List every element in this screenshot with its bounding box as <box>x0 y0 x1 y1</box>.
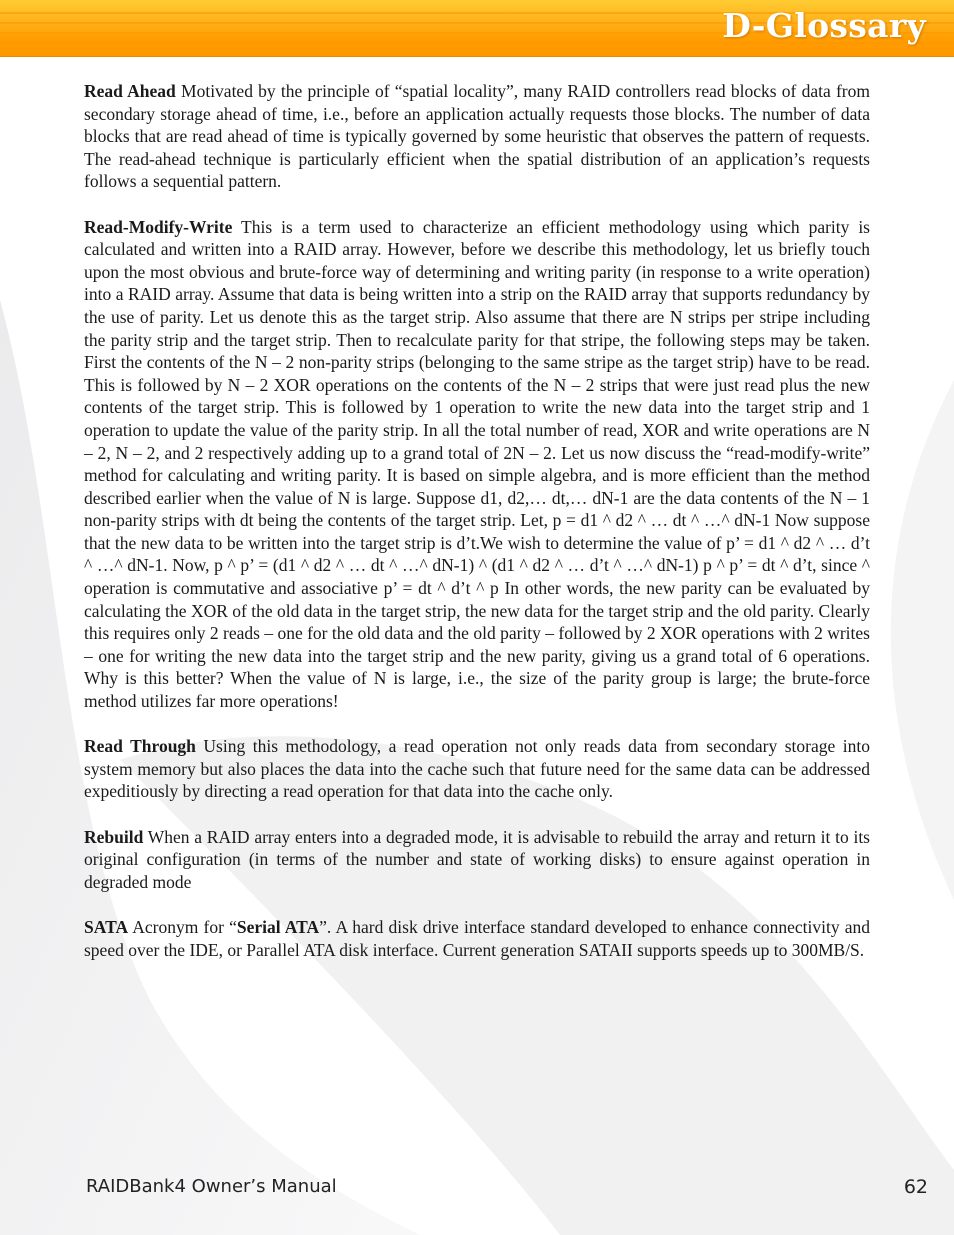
glossary-definition: Motivated by the principle of “spatial locality”, many RAID controllers read blocks of data from secondary storage ahead of time, i.e., before an application actually requests those blocks. The number of data blocks that are read ahead of time is typically governed by some heuristic that observes the pattern of requests. The read-ahead technique is particularly efficient when the spatial distribution of an application’s requests follows a sequential pattern. <box>84 81 870 192</box>
glossary-term: SATA <box>84 916 129 937</box>
glossary-content <box>84 80 870 984</box>
glossary-definition-cont: ”. A hard disk drive interface standard developed to enhance connectivity and speed over the IDE, or Parallel ATA disk interface. Current generation SATAII supports speeds up to 300MB/S. <box>84 916 870 960</box>
glossary-definition: When a RAID array enters into a degraded mode, it is advisable to rebuild the array and return it to its original configuration (in terms of the number and state of working disks) to ensure against operation in degraded mode <box>84 826 870 892</box>
glossary-definition: Acronym for “ <box>128 916 237 937</box>
footer-manual-title: RAIDBank4 Owner’s Manual <box>86 1176 337 1197</box>
page-number: 62 <box>903 1176 928 1198</box>
glossary-entry-read-through <box>84 735 870 803</box>
glossary-definition: Using this methodology, a read operation not only reads data from secondary storage into system memory but also places the data into the cache such that future need for the same data can be addressed expeditiously by directing a read operation for that data into the cache only. <box>84 736 870 802</box>
glossary-entry-read-modify-write <box>84 216 870 713</box>
glossary-definition: This is a term used to characterize an efficient methodology using which parity is calculated and written into a RAID array. However, before we describe this methodology, let us briefly touch upon the most obvious and brute-force way of determining and writing parity (in response to a write operation) into a RAID array. Assume that data is being written into a strip on the RAID array that supports redundancy by the use of parity. Let us denote this as the target strip. Also assume that there are N strips per stripe including the parity strip and the target strip. Then to recalculate parity for that stripe, the following steps may be taken. First the contents of the N – 2 non-parity strips (belonging to the same stripe as the target strip) have to be read. This is followed by N – 2 XOR operations on the contents of the N – 2 strips that were just read plus the new contents of the target strip. This is followed by 1 operation to write the new data into the target strip and 1 operation to update the value of the parity strip. In all the total number of read, XOR and write operations are N – 2, N – 2, and 2 respectively adding up to a grand total of 2N – 2. Let us now discuss the “read-modify-write” method for calculating and writing parity. It is based on simple algebra, and is more efficient than the method described earlier when the value of N is large. Suppose d1, d2,… dt,… dN-1 are the data contents of the N – 1 non-parity strips with dt being the contents of the target strip. Let, p = d1 ^ d2 ^ … dt ^ …^ dN-1 Now suppose that the new data to be written into the target strip is d’t.We wish to determine the value of p’ = d1 ^ d2 ^ … d’t ^ …^ dN-1. Now, p ^ p’ = (d1 ^ d2 ^ … dt ^ …^ dN-1) ^ (d1 ^ d2 ^ … d’t ^ …^ dN-1) p ^ p’ = dt ^ d’t, since ^ operation is commutative and associative p’ = dt ^ d’t ^ p In other words, the new parity can be evaluated by calculating the XOR of the old data in the target strip, the new data for the target strip and the old parity. Clearly this requires only 2 reads – one for the old data and the old parity – followed by 2 XOR operations with 2 writes – one for writing the new data into the target strip and the new parity, giving us a grand total of 6 operations. Why is this better? When the value of N is large, i.e., the size of the parity group is large; the brute-force method utilizes far more operations! <box>84 216 870 712</box>
page-title: D-Glossary <box>722 6 926 45</box>
glossary-entry-read-ahead <box>84 80 870 193</box>
glossary-entry-rebuild <box>84 826 870 894</box>
glossary-term: Rebuild <box>84 826 144 847</box>
glossary-entry-sata <box>84 916 870 961</box>
glossary-term: Read Ahead <box>84 81 176 101</box>
glossary-term: Read Through <box>84 736 196 757</box>
glossary-emphasis: Serial ATA <box>236 916 320 937</box>
glossary-term: Read-Modify-Write <box>84 216 233 237</box>
